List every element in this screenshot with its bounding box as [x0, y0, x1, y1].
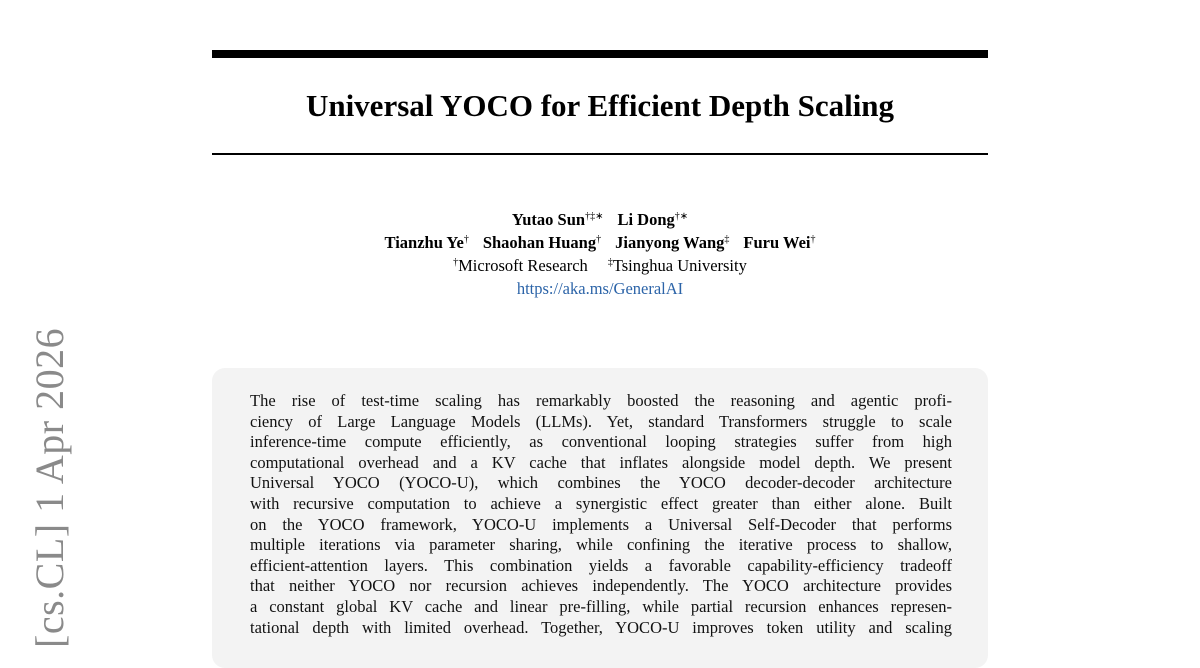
project-link-row: [212, 277, 988, 300]
affiliation-mark: ‡: [607, 257, 613, 268]
author-affiliation-marks: †∗: [674, 211, 689, 222]
author-name: Tianzhu Ye: [384, 233, 464, 252]
paper-title: Universal YOCO for Efficient Depth Scaling: [305, 88, 895, 123]
author-name: Li Dong: [617, 210, 675, 229]
author-name: Yutao Sun: [511, 210, 586, 229]
author-name: Shaohan Huang: [482, 233, 597, 252]
author-affiliation-marks: †‡∗: [585, 211, 604, 222]
abstract-line: that neither YOCO nor recursion achieves independently. The YOCO architecture provides: [250, 576, 952, 596]
author-row-2: [212, 231, 988, 254]
author-affiliation-marks: †: [596, 234, 602, 245]
project-link[interactable]: https://aka.ms/GeneralAI: [516, 279, 684, 298]
author-block: [212, 208, 988, 300]
abstract-line: The rise of test-time scaling has remarkably boosted the reasoning and agentic profi-: [250, 391, 952, 410]
abstract-line: computational overhead and a KV cache that inflates alongside model depth. We present: [250, 452, 952, 472]
abstract-text: [250, 391, 952, 638]
affiliations: [212, 254, 988, 277]
author-affiliation-marks: ‡: [724, 234, 730, 245]
abstract-line: a constant global KV cache and linear pre-filling, while partial recursion enhances represen-: [250, 596, 952, 616]
abstract-line: inference-time compute efficiently, as conventional looping strategies suffer from high: [250, 432, 952, 452]
author-name: Furu Wei: [743, 233, 811, 252]
title-bottom-rule: [212, 153, 988, 155]
title-top-rule: [212, 50, 988, 58]
affiliation-mark: †: [453, 257, 459, 268]
arxiv-side-stamp: [cs.CL] 1 Apr 2026: [27, 327, 72, 648]
abstract-line: on the YOCO framework, YOCO-U implements a Universal Self-Decoder that performs: [250, 514, 952, 534]
abstract-line: tational depth with limited overhead. Together, YOCO-U improves token utility and scaling: [250, 617, 952, 637]
abstract-line: ciency of Large Language Models (LLMs). Yet, standard Transformers struggle to scale: [250, 411, 952, 431]
abstract-line: Universal YOCO (YOCO-U), which combines the YOCO decoder-decoder architecture: [250, 473, 952, 493]
author-affiliation-marks: †: [463, 234, 469, 245]
author-affiliation-marks: †: [810, 234, 816, 245]
abstract-line: multiple iterations via parameter sharing, while confining the iterative process to shallow,: [250, 535, 952, 555]
author-row-1: [212, 208, 988, 231]
abstract-line: efficient-attention layers. This combination yields a favorable capability-efficiency tradeoff: [250, 555, 952, 575]
affiliation-name: Microsoft Research: [458, 256, 588, 275]
author-name: Jianyong Wang: [615, 233, 725, 252]
affiliation-name: Tsinghua University: [612, 256, 747, 275]
abstract-line: with recursive computation to achieve a synergistic effect greater than either alone. Built: [250, 493, 952, 513]
